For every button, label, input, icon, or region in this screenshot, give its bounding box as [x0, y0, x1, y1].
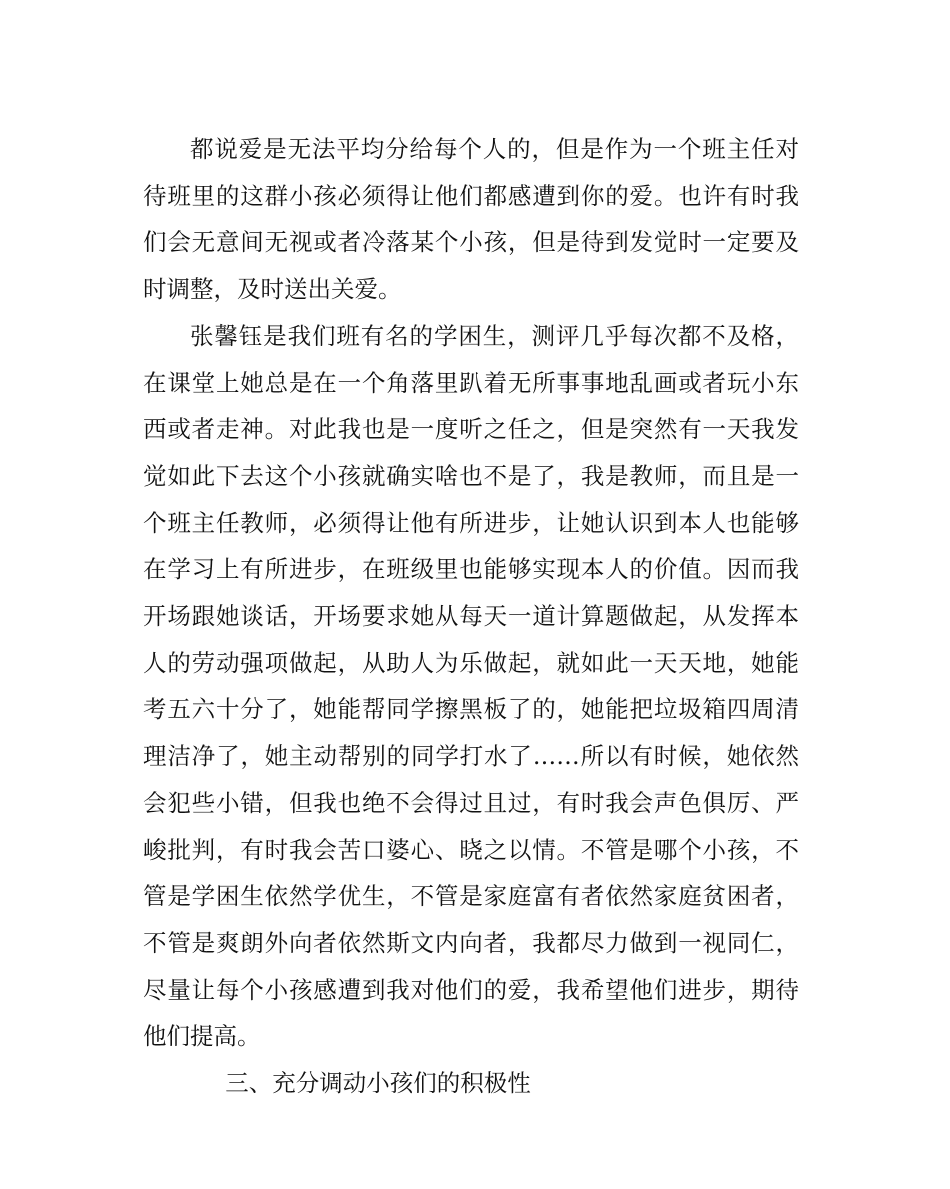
paragraph-love-equally: 都说爱是无法平均分给每个人的，但是作为一个班主任对待班里的这群小孩必须得让他们都感遭到你的爱。也许有时我们会无意间无视或者冷落某个小孩，但是待到发觉时一定要及时调整，及时送出关爱。: [143, 135, 799, 304]
paragraph-student-story: 张馨钰是我们班有名的学困生，测评几乎每次都不及格，在课堂上她总是在一个角落里趴着无所事事地乱画或者玩小东西或者走神。对此我也是一度听之任之，但是突然有一天我发觉如此下去这个小孩就确实啥也不是了，我是教师，而且是一个班主任教师，必须得让他有所进步，让她认识到本人也能够在学习上有所进步，在班级里也能够实现本人的价值。因而我开场跟她谈话，开场要求她从每天一道计算题做起，从发挥本人的劳动强项做起，从助人为乐做起，就如此一天天地，她能考五六十分了，她能帮同学擦黑板了的，她能把垃圾箱四周清理洁净了，她主动帮别的同学打水了……所以有时候，她依然会犯些小错，但我也绝不会得过且过，有时我会声色俱厉、严峻批判，有时我会苦口婆心、晓之以情。不管是哪个小孩，不管是学困生依然学优生，不管是家庭富有者依然家庭贫困者，不管是爽朗外向者依然斯文内向者，我都尽力做到一视同仁，尽量让每个小孩感遭到我对他们的爱，我希望他们进步，期待他们提高。: [143, 321, 799, 1051]
document-body: [143, 126, 799, 1107]
section-heading: 三、充分调动小孩们的积极性: [225, 1069, 531, 1098]
